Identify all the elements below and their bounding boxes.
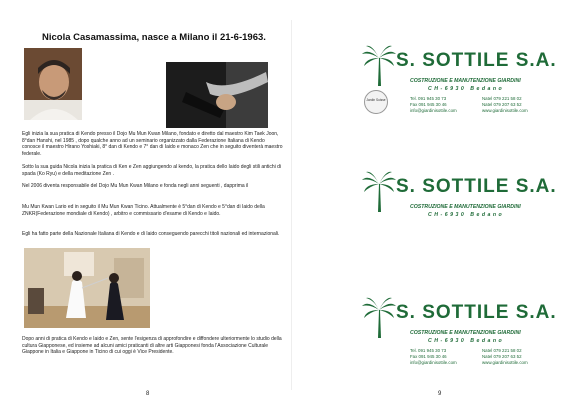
fax: Fax 091 945 30 46: [410, 354, 447, 359]
palm-tree-icon: [362, 44, 396, 86]
sword-photo: [166, 62, 268, 128]
logo-block-2: [350, 166, 570, 246]
website: www.giardinisottile.com: [482, 360, 528, 365]
paragraph-1: Egli inizia la sua pratica di Kendo presso il Dojo Mu Mun Kwan Milano, fondato e diretto dal maestro Kim Taek Joon, 8°dan Hanshi, nel 1985 , dopo qualche anno ad un seminario organizzato dalla Federazione Italiana di Kendo conosce il maestro Hirano Yoshiaki, 8° dan di Kendo e 7° dan di Iaido e monaco Zen che in seguito diventerà maestro federale.: [22, 131, 283, 157]
email: info@giardinisottile.com: [410, 360, 457, 365]
jardin-suisse-seal: Jardin Suisse: [364, 90, 388, 114]
paragraph-3: Nel 2006 diventa responsabile del Dojo Mu Mun Kwan Milano e fonda negli anni seguenti , dapprima il: [22, 183, 249, 189]
company-name: S. SOTTILE S.A.: [396, 50, 557, 71]
logo-block-1: [350, 40, 570, 120]
paragraph-5: Egli ha fatto parte della Nazionale Italiana di Kendo e di Iaido conseguendo parecchi titoli nazionali ed internazionali.: [22, 231, 280, 237]
website: www.giardinisottile.com: [482, 108, 528, 113]
natel-1: Natel 079 221 58 02: [482, 348, 522, 353]
natel-2: Natel 079 207 63 52: [482, 102, 522, 107]
company-tagline: COSTRUZIONE E MANUTENZIONE GIARDINI: [410, 78, 521, 84]
page-number-right: 9: [438, 391, 442, 397]
company-tagline: COSTRUZIONE E MANUTENZIONE GIARDINI: [410, 330, 521, 336]
portrait-photo: [24, 48, 82, 120]
paragraph-4: Mu Mun Kwan Lario ed in seguito il Mu Mun Kwan Ticino. Attualmente è 5°dan di Kendo e 5°dan di Iaido della ZNKR(Federazione mondiale di Kendo) , arbitro e commissario d'esame di Kendo e Iaido.: [22, 204, 265, 217]
company-name: S. SOTTILE S.A.: [396, 176, 557, 197]
company-tagline: COSTRUZIONE E MANUTENZIONE GIARDINI: [410, 204, 521, 210]
fax: Fax 091 945 30 46: [410, 102, 447, 107]
natel-1: Natel 079 221 58 02: [482, 96, 522, 101]
palm-tree-icon: [362, 296, 396, 338]
page-number-left: 8: [146, 391, 150, 397]
tel: Tel. 091 945 30 73: [410, 348, 447, 353]
paragraph-2: Sotto la sua guida Nicola inizia la pratica di Ken e Zen aggiungendo al kendo, la pratica dello Iaido degli stili antichi di spada (Ko Ryu) e della meditazione Zen .: [22, 164, 282, 177]
paragraph-6: Dopo anni di pratica di Kendo e Iaido e Zen, sente l'esigenza di approfondire e diffondere ulteriormente lo studio della cultura Giapponese, ed insieme ad alcuni amici praticanti di altre arti Giapponesi fonda l'Associazione Culturale Giappone in Italia e Giappone in Ticino di cui oggi è Vice Presidente.: [22, 336, 282, 356]
natel-2: Natel 079 207 63 52: [482, 354, 522, 359]
company-location: CH-6930 Bedano: [428, 212, 505, 218]
page-title: Nicola Casamassima, nasce a Milano il 21-6-1963.: [42, 32, 266, 43]
dojo-photo: [24, 248, 150, 328]
tel: Tel. 091 945 30 73: [410, 96, 447, 101]
company-name: S. SOTTILE S.A.: [396, 302, 557, 323]
logo-block-3: [350, 292, 570, 372]
palm-tree-icon: [362, 170, 396, 212]
email: info@giardinisottile.com: [410, 108, 457, 113]
company-location: CH-6930 Bedano: [428, 86, 505, 92]
company-location: CH-6930 Bedano: [428, 338, 505, 344]
